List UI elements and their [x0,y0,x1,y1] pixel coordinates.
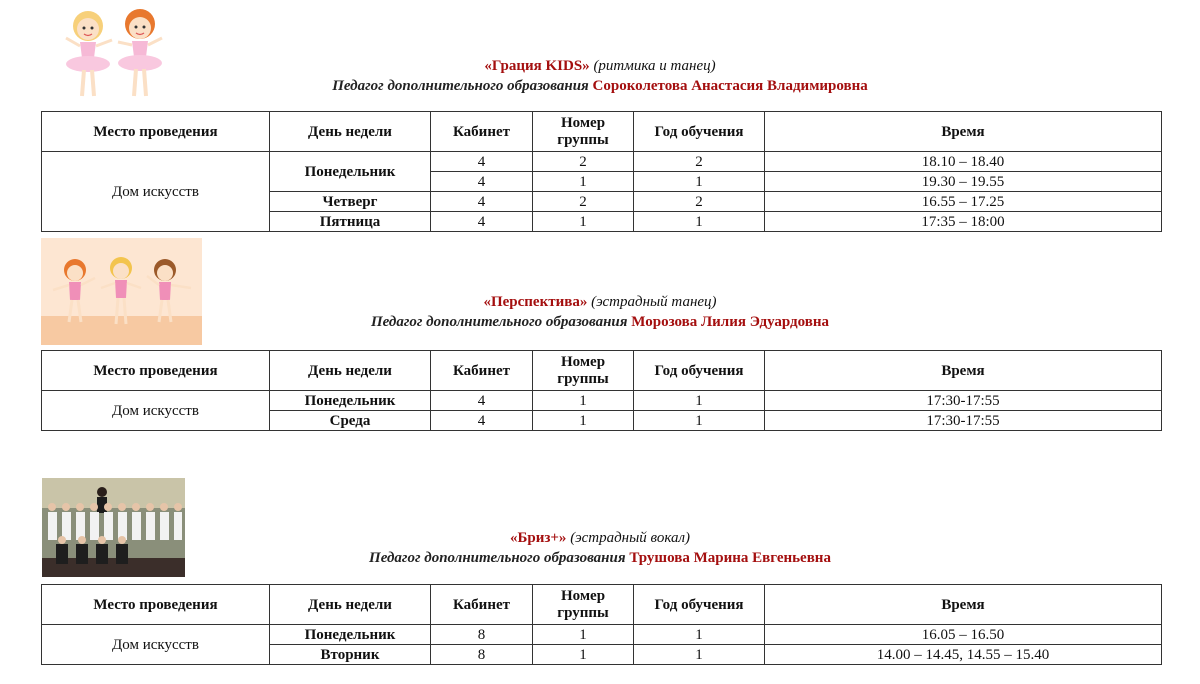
group-cell: 1 [533,411,634,431]
header-year: Год обучения [634,112,765,152]
time-cell: 19.30 – 19.55 [765,172,1162,192]
day-cell: Вторник [270,645,431,665]
time-cell: 17:30-17:55 [765,391,1162,411]
group-cell: 1 [533,625,634,645]
header-group: Номер группы [533,351,634,391]
day-cell: Четверг [270,192,431,212]
schedule-table [41,111,1162,232]
studio-name: «Бриз+» [509,530,567,546]
group-cell: 1 [533,212,634,232]
day-cell: Понедельник [270,625,431,645]
schedule-table [41,584,1162,665]
time-cell: 16.05 – 16.50 [765,625,1162,645]
teacher-role: Педагог дополнительного образования [369,550,626,566]
day-cell: Понедельник [270,391,431,411]
time-cell: 14.00 – 14.45, 14.55 – 15.40 [765,645,1162,665]
place-cell: Дом искусств [42,152,270,232]
header-room: Кабинет [431,585,533,625]
section-heading [0,56,1200,96]
year-cell: 2 [634,192,765,212]
place-cell: Дом искусств [42,625,270,665]
room-cell: 4 [431,152,533,172]
schedule-table [41,350,1162,431]
teacher-name: Морозова Лилия Эдуардовна [631,314,830,330]
time-cell: 17:30-17:55 [765,411,1162,431]
teacher-role: Педагог дополнительного образования [370,314,628,330]
year-cell: 1 [634,625,765,645]
room-cell: 4 [431,172,533,192]
group-cell: 1 [533,391,634,411]
header-group: Номер группы [533,585,634,625]
header-place: Место проведения [42,351,270,391]
day-cell: Пятница [270,212,431,232]
year-cell: 1 [634,391,765,411]
studio-name: «Перспектива» [483,294,588,310]
header-time: Время [765,351,1162,391]
header-room: Кабинет [431,351,533,391]
room-cell: 4 [431,391,533,411]
header-place: Место проведения [42,112,270,152]
studio-genre: (эстрадный танец) [591,294,717,310]
teacher-name: Сороколетова Анастасия Владимировна [592,78,868,94]
header-day: День недели [270,112,431,152]
group-cell: 1 [533,645,634,665]
teacher-name: Трушова Марина Евгеньевна [629,550,831,566]
header-day: День недели [270,351,431,391]
header-time: Время [765,585,1162,625]
day-cell: Среда [270,411,431,431]
header-group: Номер группы [533,112,634,152]
studio-genre: (эстрадный вокал) [570,530,691,546]
place-cell: Дом искусств [42,391,270,431]
header-day: День недели [270,585,431,625]
group-cell: 2 [533,192,634,212]
header-time: Время [765,112,1162,152]
time-cell: 16.55 – 17.25 [765,192,1162,212]
group-cell: 1 [533,172,634,192]
section-heading [0,528,1200,568]
studio-genre: (ритмика и танец) [593,58,716,74]
room-cell: 4 [431,411,533,431]
room-cell: 8 [431,645,533,665]
studio-name: «Грация KIDS» [484,58,590,74]
room-cell: 4 [431,192,533,212]
room-cell: 4 [431,212,533,232]
room-cell: 8 [431,625,533,645]
header-year: Год обучения [634,585,765,625]
year-cell: 1 [634,411,765,431]
teacher-role: Педагог дополнительного образования [332,78,589,94]
header-place: Место проведения [42,585,270,625]
group-cell: 2 [533,152,634,172]
day-cell: Понедельник [270,152,431,192]
year-cell: 1 [634,212,765,232]
section-heading [0,292,1200,332]
header-year: Год обучения [634,351,765,391]
year-cell: 1 [634,645,765,665]
year-cell: 1 [634,172,765,192]
header-room: Кабинет [431,112,533,152]
time-cell: 18.10 – 18.40 [765,152,1162,172]
time-cell: 17:35 – 18:00 [765,212,1162,232]
year-cell: 2 [634,152,765,172]
